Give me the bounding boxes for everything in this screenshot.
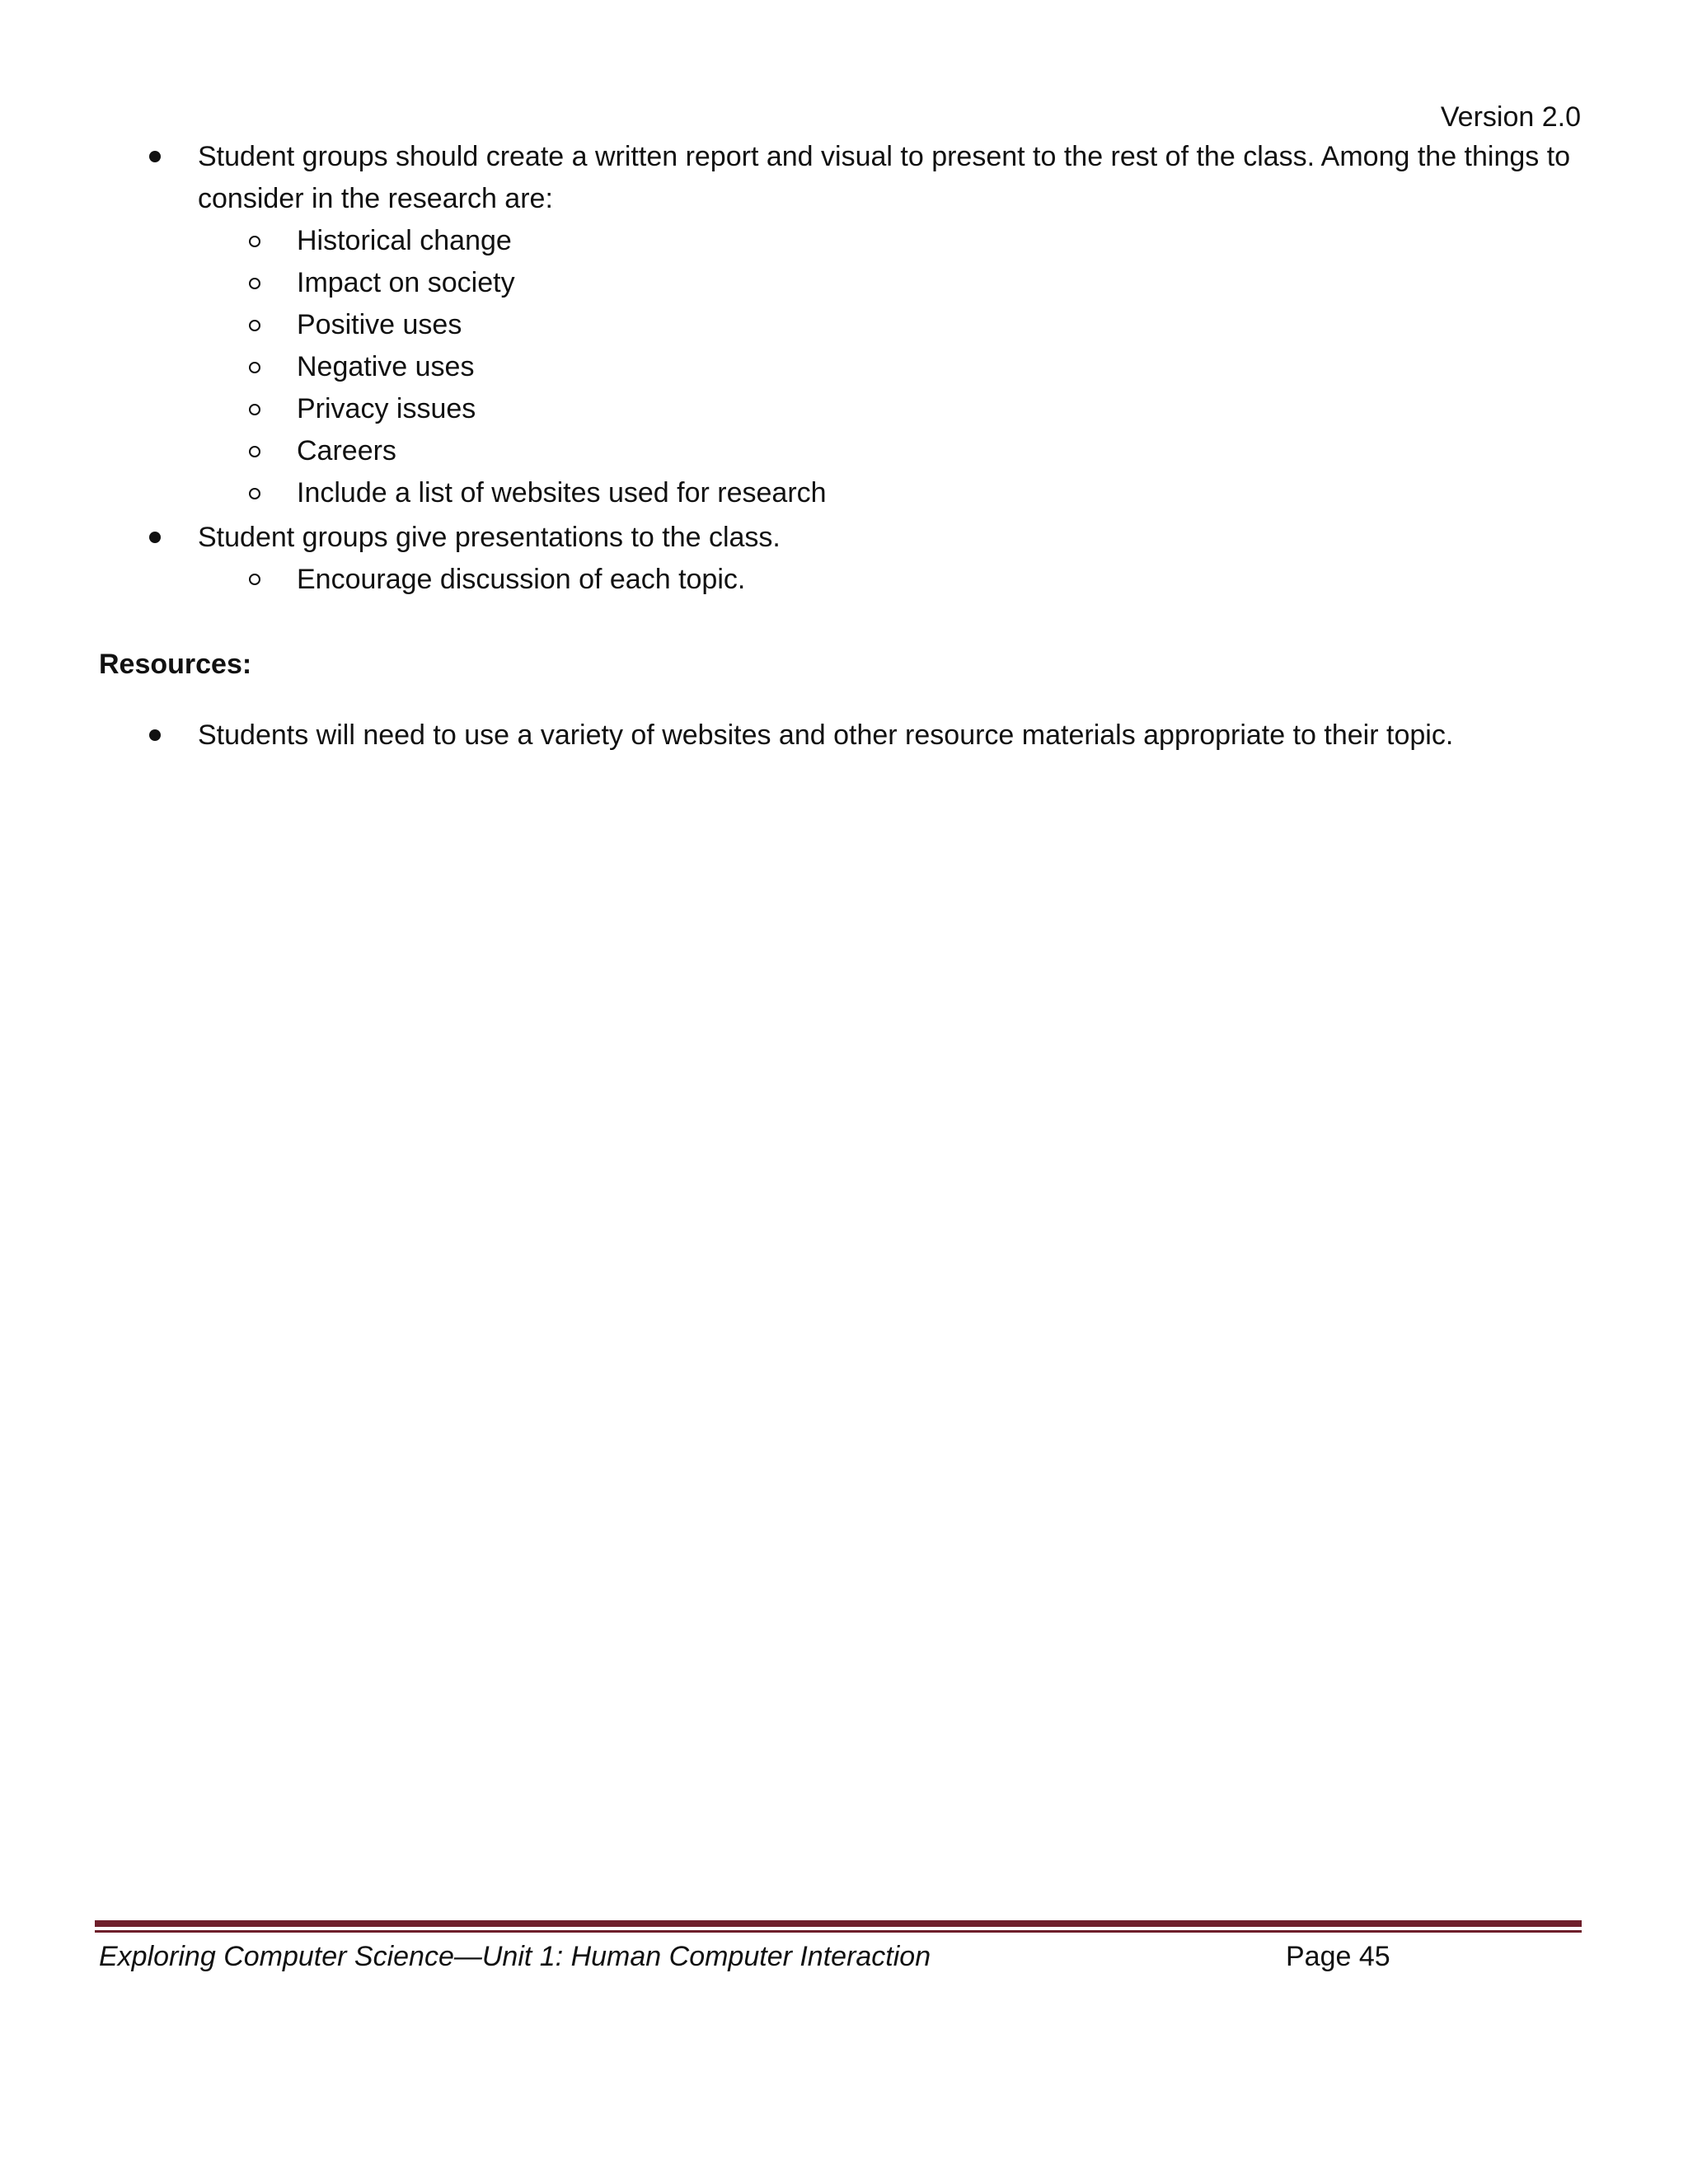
sub-bullet-circle [249, 488, 260, 499]
sub-item: Careers [297, 435, 396, 466]
sub-bullet-circle [249, 236, 260, 247]
sub-bullet-circle [249, 446, 260, 457]
sub-bullet-circle [249, 404, 260, 415]
sub-bullet-circle [249, 574, 260, 585]
sub-item: Positive uses [297, 309, 462, 340]
version-label: Version 2.0 [1440, 101, 1581, 133]
bullet-text: Student groups should create a written report and visual to present to the rest of the class. Among the things to [198, 141, 1571, 172]
sub-bullet-circle [249, 320, 260, 331]
section-heading: Resources: [99, 649, 252, 680]
sub-item: Historical change [297, 225, 512, 256]
page-number: Page 45 [1286, 1941, 1390, 1972]
sub-bullet-circle [249, 362, 260, 373]
footer-title: Exploring Computer Science—Unit 1: Human Computer Interaction [99, 1941, 931, 1972]
footer-rule-thin [95, 1930, 1582, 1933]
sub-item: Privacy issues [297, 393, 476, 424]
sub-item: Encourage discussion of each topic. [297, 564, 746, 595]
bullet-dot [149, 151, 161, 162]
sub-item: Include a list of websites used for research [297, 477, 827, 509]
bullet-text: Student groups give presentations to the class. [198, 522, 781, 553]
sub-item: Impact on society [297, 267, 515, 298]
footer-rule [95, 1920, 1582, 1927]
sub-bullet-circle [249, 278, 260, 289]
sub-item: Negative uses [297, 351, 475, 382]
bullet-text-continuation: consider in the research are: [198, 183, 553, 214]
bullet-dot [149, 532, 161, 543]
bullet-dot [149, 729, 161, 741]
bullet-text: Students will need to use a variety of websites and other resource materials appropriate to their topic. [198, 719, 1454, 751]
